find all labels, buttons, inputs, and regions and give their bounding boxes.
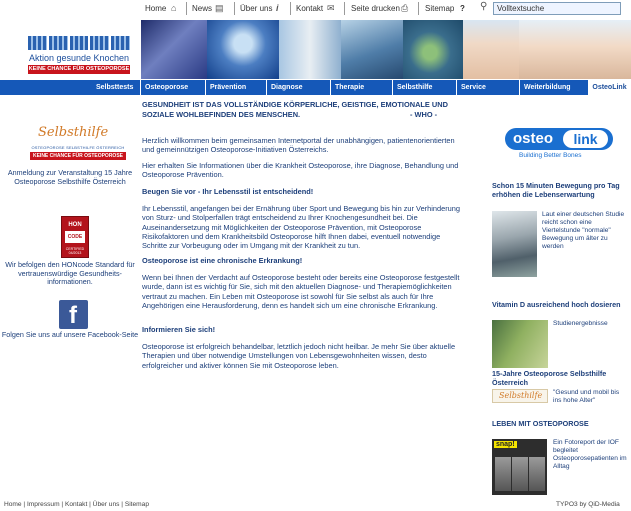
event-registration-link[interactable]: Anmeldung zur Veranstaltung 15 Jahre Osteoporose Selbsthilfe Österreich — [7, 168, 133, 186]
logo-figures — [28, 36, 130, 50]
mail-icon[interactable]: ✉ — [327, 3, 335, 13]
intro-paragraph: Herzlich willkommen beim gemeinsamen Internetportal der unabhängigen, patientenorientierten und gemeinnützigen Osteoporose-Initiativen Österreichs. — [142, 136, 455, 155]
selbsthilfe-line: OSTEOPOROSE SELBSTHILFE ÖSTERREICH — [31, 145, 125, 150]
nav-divider — [140, 80, 141, 95]
news-thumbnail[interactable] — [492, 439, 547, 495]
osteolink-word-link: link — [563, 130, 608, 148]
nav-item-osteolink-active[interactable]: OsteoLink — [588, 80, 631, 95]
photo-strip — [512, 457, 528, 491]
separator — [290, 2, 291, 15]
search-box — [478, 2, 628, 15]
nav-divider — [266, 80, 267, 95]
nav-item-weiterbildung[interactable]: Weiterbildung — [524, 84, 571, 91]
section-heading: Beugen Sie vor - Ihr Lebensstil ist entscheidend! — [142, 187, 314, 196]
logo-slogan: KEINE CHANCE FÜR OSTEOPOROSE — [28, 66, 130, 72]
logo-name: Aktion gesunde Knochen — [28, 53, 130, 63]
separator — [344, 2, 345, 15]
photo-plant — [403, 20, 463, 79]
search-icon[interactable]: ⚲ — [480, 1, 488, 12]
nav-item-diagnose[interactable]: Diagnose — [271, 84, 303, 91]
photo-doctor — [341, 20, 403, 79]
site-logo[interactable] — [28, 36, 130, 78]
nav-divider — [519, 80, 520, 95]
news-icon[interactable]: ▤ — [215, 3, 224, 13]
snap-label: snap! — [496, 441, 515, 448]
nav-item-therapie[interactable]: Therapie — [335, 84, 365, 91]
news-title[interactable]: LEBEN MIT OSTEOPOROSE — [492, 419, 589, 428]
photo-family — [519, 20, 631, 79]
photo-woman — [463, 20, 519, 79]
honcode-badge[interactable] — [61, 216, 89, 258]
facebook-link[interactable]: Folgen Sie uns auf unsere Facebook-Seite — [1, 330, 139, 339]
nav-item-selbsthilfe[interactable]: Selbsthilfe — [397, 84, 433, 91]
home-icon[interactable]: ⌂ — [171, 3, 177, 13]
separator — [234, 2, 235, 15]
selbsthilfe-script: Selbsthilfe — [38, 125, 109, 140]
nav-divider — [330, 80, 331, 95]
nav-item-selbsttests[interactable]: Selbsttests — [96, 84, 134, 91]
nav-item-praevention[interactable]: Prävention — [210, 84, 247, 91]
separator — [186, 2, 187, 15]
info-icon[interactable]: i — [276, 3, 279, 13]
section-heading: Osteoporose ist eine chronische Erkrankung! — [142, 256, 303, 265]
osteolink-logo[interactable] — [505, 128, 613, 162]
photo-xray — [141, 20, 207, 79]
about-link[interactable]: Über uns — [240, 4, 273, 13]
main-nav — [0, 80, 631, 95]
honcode-text: Wir befolgen den HONcode Standard für vertrauenswürdige Gesundheits- informationen. — [5, 260, 135, 287]
osteolink-tagline: Building Better Bones — [519, 152, 582, 159]
hon-certified: CERTIFIED 04/2013 — [65, 247, 85, 255]
hon-code: CODE — [65, 231, 85, 243]
headline-text: GESUNDHEIT IST DAS VOLLSTÄNDIGE KÖRPERLICHE, GEISTIGE, EMOTIONALE UND SOZIALE WOHLBEFINDEN DES MENSCHEN. — [142, 100, 448, 119]
contact-link[interactable]: Kontakt — [296, 4, 324, 13]
news-text: Laut einer deutschen Studie reicht schon eine Viertelstunde "normale" Bewegung um älter zu werden — [542, 211, 625, 250]
headline-source: - WHO - — [410, 109, 438, 119]
selbsthilfe-logo[interactable] — [30, 125, 126, 163]
home-link[interactable]: Home — [145, 4, 167, 13]
news-thumbnail-script: Selbsthilfe — [499, 391, 543, 400]
photo-strip — [529, 457, 545, 491]
osteolink-word-osteo: osteo — [513, 130, 554, 147]
news-text: "Gesund und mobil bis ins hohe Alter" — [553, 389, 620, 404]
selbsthilfe-bar: KEINE CHANCE FÜR OSTEOPOROSE — [30, 152, 126, 160]
photo-runner — [279, 20, 341, 79]
news-thumbnail[interactable] — [492, 320, 548, 368]
photo-strip — [495, 457, 511, 491]
news-thumbnail[interactable] — [492, 211, 537, 277]
printer-icon[interactable]: ⎙ — [401, 3, 409, 13]
news-title[interactable]: Vitamin D ausreichend hoch dosieren — [492, 300, 621, 309]
news-text: Ein Fotoreport der IOF begleitet Osteoporosepatienten im Alltag — [553, 439, 627, 470]
nav-divider — [456, 80, 457, 95]
news-title[interactable]: Schon 15 Minuten Bewegung pro Tag erhöhen die Lebenserwartung — [492, 181, 620, 199]
separator — [418, 2, 419, 15]
news-link[interactable]: News — [192, 4, 213, 13]
news-thumbnail[interactable] — [492, 389, 548, 403]
print-link[interactable]: Seite drucken — [351, 4, 400, 13]
body-paragraph: Osteoporose ist erfolgreich behandelbar, letztlich jedoch nicht heilbar. Je mehr Sie über aktuelle Therapien und über notwendige Umstellungen von Lebensgewohnheiten wissen, desto erfolgreicher und aktiver können Sie mit Osteoporose leben. — [142, 342, 456, 370]
facebook-icon[interactable]: f — [59, 300, 88, 329]
footer-credit[interactable]: TYPO3 by QiD-Media — [556, 501, 620, 508]
help-link[interactable]: ? — [460, 4, 465, 13]
sitemap-link[interactable]: Sitemap — [425, 4, 455, 13]
photo-spine — [207, 20, 279, 79]
nav-divider — [205, 80, 206, 95]
news-text: Studienergebnisse — [553, 320, 608, 327]
body-paragraph: Wenn bei Ihnen der Verdacht auf Osteoporose besteht oder bereits eine Osteoporose festgestellt wurde, dann ist es wichtig für Sie, sich mit den aktuellen Diagnose- und Therapiemöglichkeiten vertraut zu machen. Ein Leben mit Osteoporose ist sowohl für Sie selbst als auch für Ihre Angehörigen eine Herausforderung, denn es handelt sich um eine chronische Erkrankung. — [142, 273, 460, 310]
body-paragraph: Ihr Lebensstil, angefangen bei der Ernährung über Sport und Bewegung bis hin zur Verhinderung von Sturz- und Stolperfallen trägt entscheidend zu Ihrer Knochengesundheit bei. Die Auseinandersetzung mit Möglichkeiten der Osteoporose Prävention, mit Osteoporose Risikofaktoren und dem Krankheitsbild Osteoporose hilft Ihnen dabei, eventuell notwendige Schritte zur Vorbeugung oder im Umgang mit der Krankheit zu tun. — [142, 204, 461, 251]
top-utility-bar — [0, 0, 631, 18]
nav-item-service[interactable]: Service — [461, 84, 486, 91]
intro-paragraph: Hier erhalten Sie Informationen über die Krankheit Osteoporose, ihre Diagnose, Behandlung und Osteoporose Prävention. — [142, 161, 459, 180]
news-title[interactable]: 15-Jahre Osteoporose Selbsthilfe Österreich — [492, 369, 607, 387]
footer-links[interactable]: Home | Impressum | Kontakt | Über uns | Sitemap — [4, 501, 150, 508]
header-photo-banner — [141, 20, 631, 79]
nav-item-osteoporose[interactable]: Osteoporose — [145, 84, 189, 91]
page-headline — [142, 100, 466, 119]
nav-divider — [392, 80, 393, 95]
section-heading: Informieren Sie sich! — [142, 325, 216, 334]
hon-title: HON — [68, 222, 82, 228]
search-input[interactable] — [493, 2, 621, 15]
